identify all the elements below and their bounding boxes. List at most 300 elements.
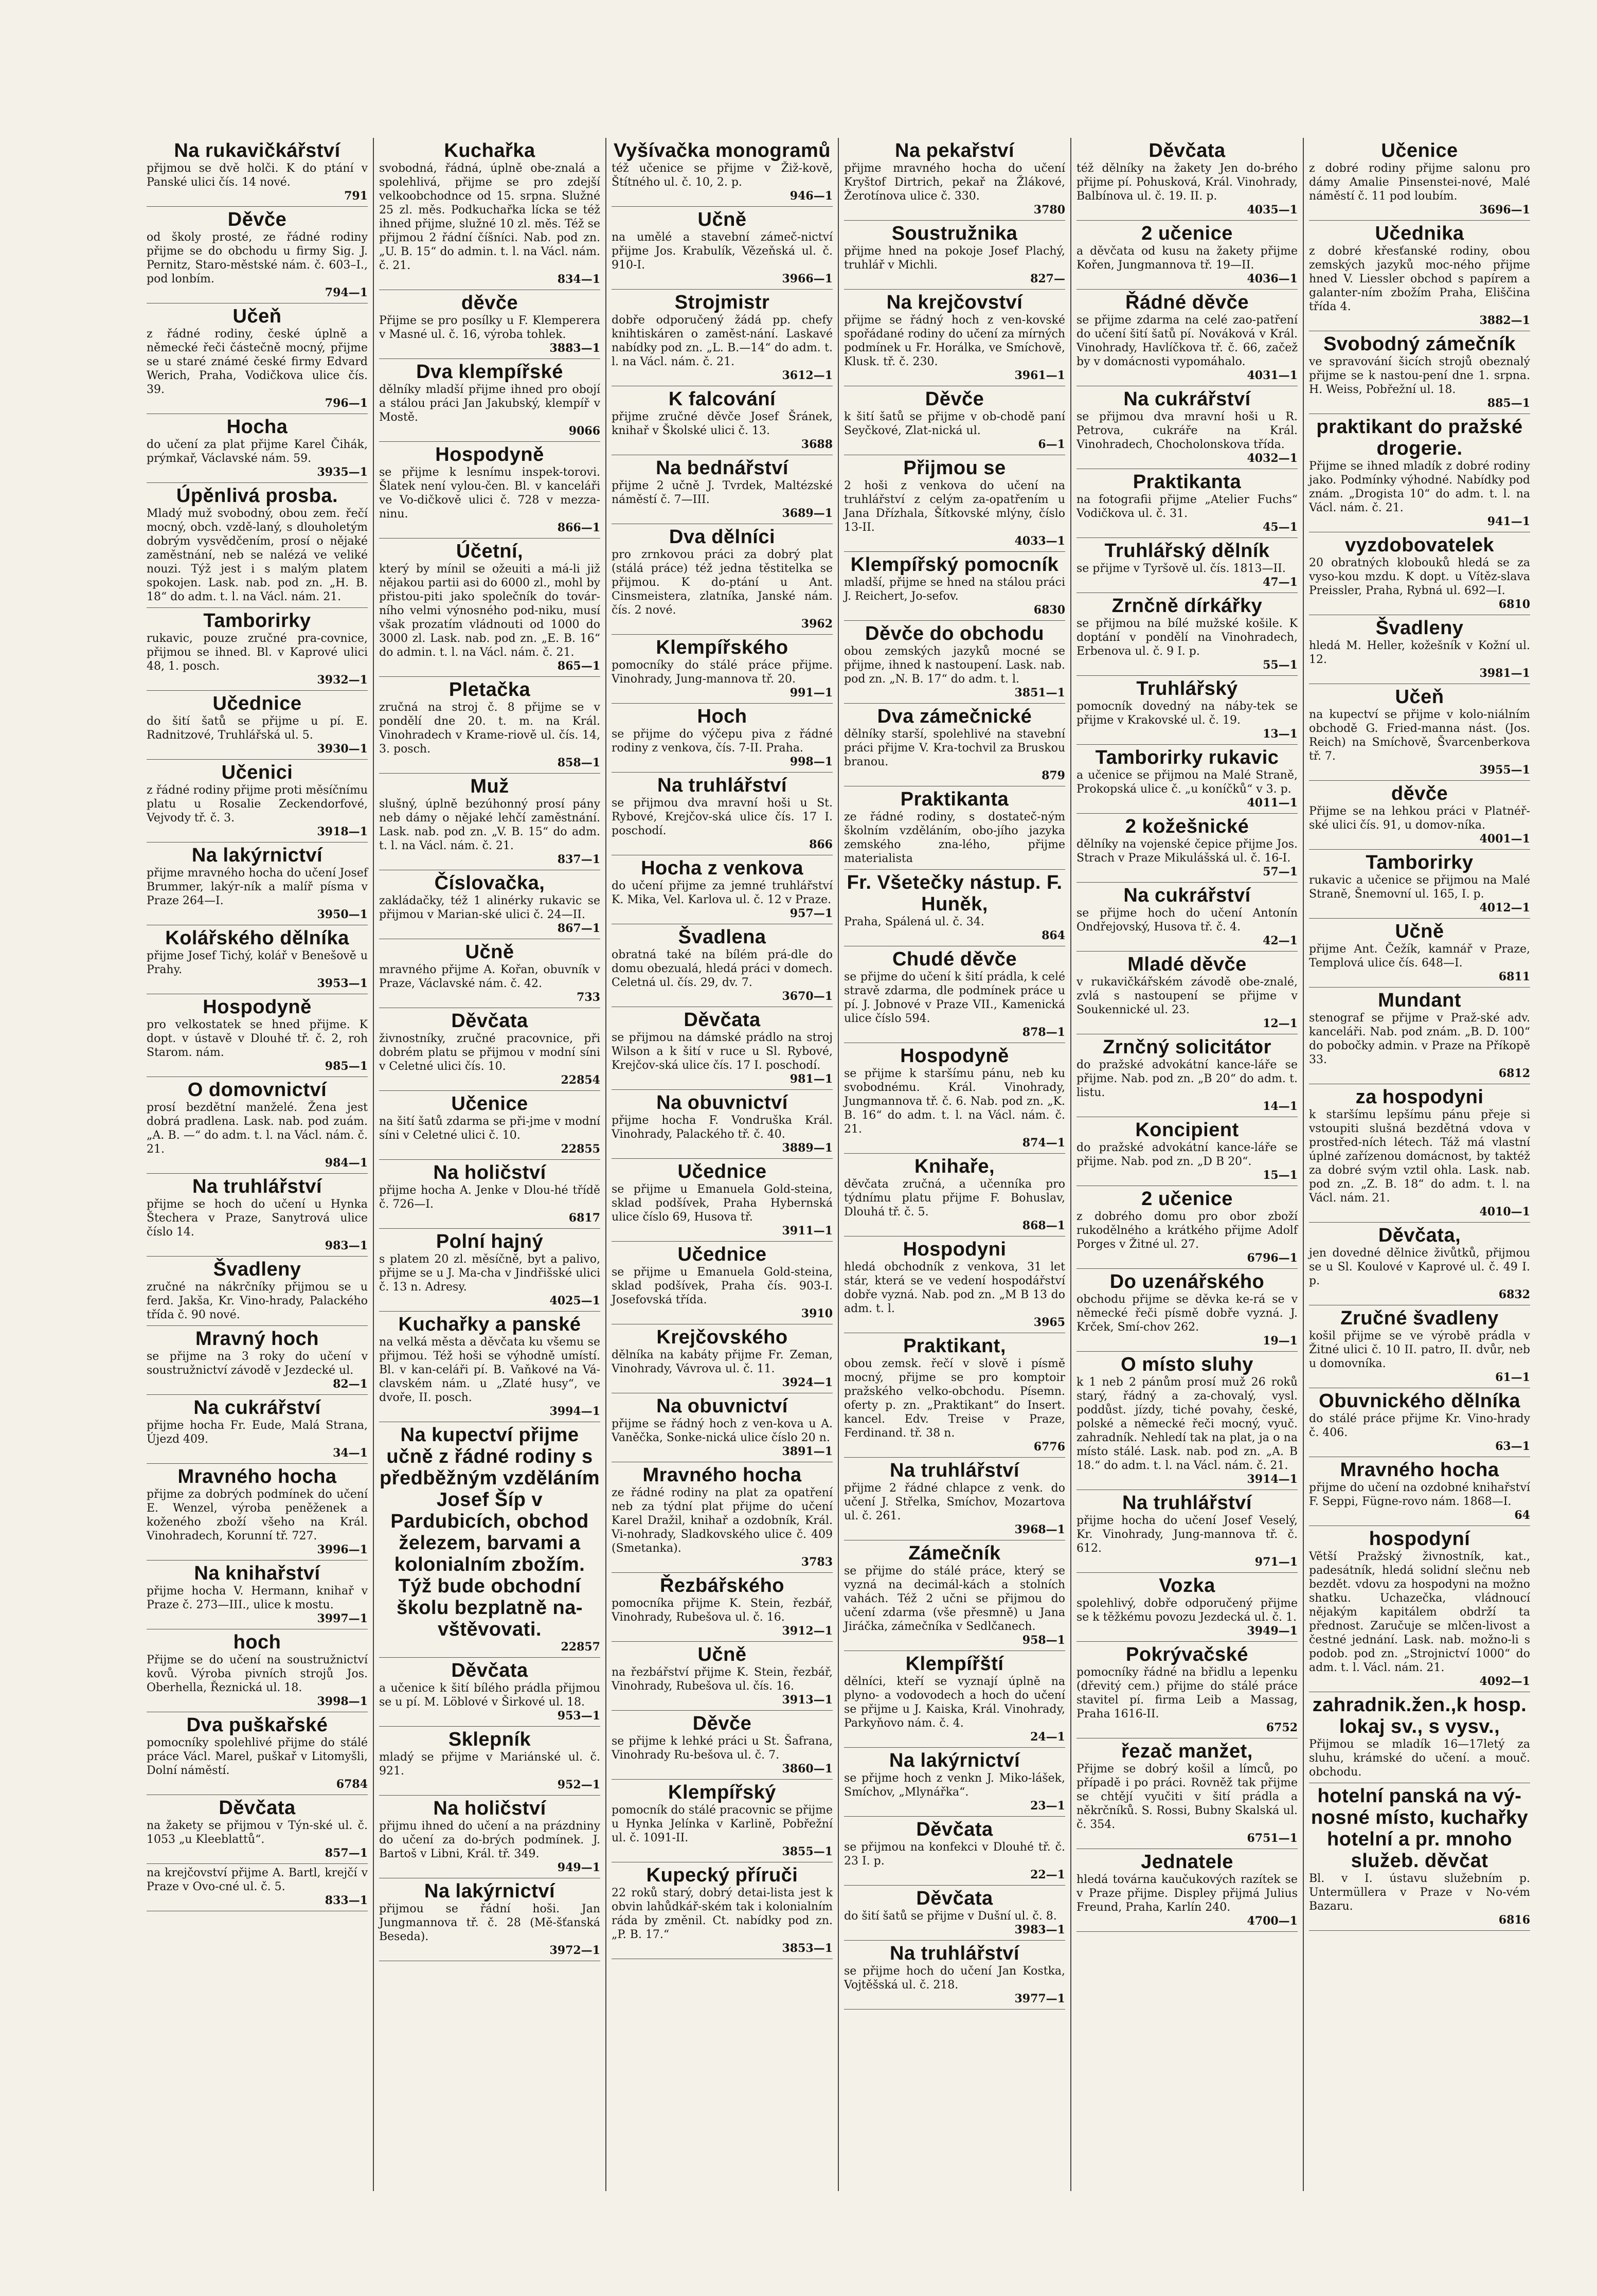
ad-heading: Na holičství: [433, 1798, 546, 1819]
ad-heading: řezač manžet,: [1121, 1741, 1253, 1762]
classified-ad: [1076, 386, 1298, 469]
classified-ad: [612, 1324, 833, 1393]
classified-ad: [1076, 952, 1298, 1034]
ad-heading: Tamborirky: [1366, 852, 1474, 873]
ad-text: přijmou se dvě holči. K do ptání v Panské ulici čís. 14 nové.: [147, 162, 368, 189]
ad-code: 3966—1: [782, 272, 833, 285]
ad-heading: Zručné švadleny: [1340, 1307, 1499, 1329]
classified-ad: [379, 1229, 600, 1312]
ad-heading: Učednika: [1375, 223, 1464, 244]
classified-ad: [147, 925, 368, 994]
ad-text: na šití šatů zdarma se při-jme v modní síni v Celetné ulici č. 10.: [379, 1115, 600, 1142]
ad-heading: Učednice: [677, 1161, 767, 1182]
ad-code: 3855—1: [782, 1845, 833, 1858]
ad-heading: hotelní panská na vý-nosné místo, kuchařky hotelní a pr. mnoho služeb. děvčat: [1311, 1785, 1529, 1872]
ad-heading: Učně: [697, 209, 747, 230]
classified-ad: [1309, 850, 1530, 919]
ad-text: od školy prosté, ze řádné rodiny přijme se do obchodu u firmy Sig. J. Pernitz, Staro-městské nám. č. 603–I., pod lonbím.: [147, 231, 368, 285]
classified-ad: [844, 621, 1065, 704]
ad-heading: Kuchařka: [444, 140, 535, 162]
ad-text: ze řádné rodiny, s dostateč-ným školním vzděláním, obo-jího jazyka zemského zna-lého, přijme materialista: [844, 811, 1065, 865]
ad-heading: Tamborirky rukavic: [1095, 747, 1279, 768]
ad-text: košil přijme se ve výrobě prádla v Žitné ulici č. 10 II. patro, II. dvůr, neb u domovníka.: [1309, 1330, 1530, 1370]
ad-code: 3851—1: [1014, 686, 1065, 699]
ad-text: přijme zručné děvče Josef Šránek, knihař v Školské ulici č. 13.: [612, 410, 833, 437]
ad-code: 3935—1: [317, 465, 368, 479]
classified-ad: [612, 635, 833, 704]
ad-text: obchodu přijme se děvka ke-rá se v německé řeči písmě dobře vyzná. J. Krček, Smí-chov 262.: [1076, 1293, 1298, 1334]
classified-ad: [1309, 781, 1530, 850]
ad-text: se přijmou na bílé mužské košile. K doptání v pondělí na Vinohradech, Erbenova ul. č. 9 I. p.: [1076, 617, 1298, 658]
ad-heading: Na krejčovství: [886, 292, 1023, 313]
ad-code: 3891—1: [782, 1445, 833, 1458]
ad-text: přijme se řádný hoch z ven-kova u A. Vaněčka, Sonke-nická ulice číslo 20 n.: [612, 1418, 833, 1444]
classified-ad: [147, 303, 368, 414]
classified-ad: [612, 1242, 833, 1324]
ad-code: 6830: [1033, 603, 1065, 617]
ad-heading: Účetní,: [456, 541, 524, 562]
ad-text: pomocníky do stálé práce přijme. Vinohrady, Jung-mannova tř. 20.: [612, 659, 833, 686]
ad-text: pomocníky řádné na břidlu a lepenku (dřevitý cem.) přijme do stálé práce stavitel pí. firma Leib a Massag, Praha 1616-II.: [1076, 1666, 1298, 1720]
classified-ad: [379, 1878, 600, 1961]
ad-code: 9066: [568, 424, 600, 438]
ad-text: hledá obchodník z venkova, 31 let stár, která se ve vedení hospodářství dobře vyzná. Nab. pod zn. „M B 13 do adm. t. l.: [844, 1261, 1065, 1315]
classified-ad: [147, 1629, 368, 1712]
classified-ad: [379, 1658, 600, 1727]
ad-heading: Dva klempířské: [416, 361, 563, 383]
classified-ad: [147, 691, 368, 760]
classified-ad: [1076, 290, 1298, 386]
ad-heading: Mravný hoch: [195, 1328, 319, 1350]
ad-heading: Děvčata: [451, 1660, 528, 1681]
ad-code: 4092—1: [1479, 1675, 1530, 1688]
ad-text: se přijme hoch do učení Jan Kostka, Vojtěšská ul. č. 218.: [844, 1965, 1065, 1992]
ad-code: 6811: [1498, 970, 1530, 983]
ad-heading: Klempířského: [656, 637, 788, 658]
ad-heading: zahradnik.žen.,k hosp. lokaj sv., s vysv.,: [1312, 1694, 1527, 1737]
ad-heading: Děvčata: [1149, 140, 1226, 162]
ad-heading: Úpěnlivá prosba.: [176, 485, 338, 507]
ad-heading: Děvčata: [684, 1009, 761, 1031]
ad-code: 6810: [1498, 598, 1530, 611]
ad-code: 878—1: [1022, 1026, 1065, 1039]
classified-ad: [147, 1174, 368, 1257]
ad-heading: Vyšívačka monogramů: [613, 140, 831, 162]
classified-ad: [379, 138, 600, 290]
classified-ad: [1076, 1849, 1298, 1932]
classified-ad: [844, 1236, 1065, 1333]
ad-code: 991—1: [789, 686, 833, 699]
classified-ad: [1309, 615, 1530, 684]
ad-heading: 2 kožešnické: [1125, 816, 1249, 837]
classified-ad: [844, 290, 1065, 386]
ad-code: 957—1: [789, 907, 833, 920]
ad-heading: Učenice: [1381, 140, 1458, 162]
classified-ad: [612, 773, 833, 855]
classified-ad: [1076, 1642, 1298, 1738]
ad-code: 3924—1: [782, 1376, 833, 1389]
ad-text: přijme se řádný hoch z ven-kovské spořádané rodiny do učení za mírných podmínek u Fr. Horálka, ve Smíchově, Klusk. tř. č. 230.: [844, 314, 1065, 368]
ad-code: 6832: [1498, 1288, 1530, 1301]
ad-code: 3949—1: [1247, 1624, 1298, 1638]
ad-code: 3981—1: [1479, 667, 1530, 680]
classified-ad: [379, 1008, 600, 1091]
ad-heading: Švadlena: [678, 926, 766, 948]
ad-text: svobodná, řádná, úplně obe-znalá a spolehlivá, přijme se pro zdejší velkoobchodnce od 15. srpna. Služné 25 zl. měs. Podkuchařka lícka se též ihned přijme, služné 10 zl. měs. Též se přijmou 2 řádní číšníci. Nab. pod zn. „U. B. 15“ do admin. t. l. na Václ. nám. č. 21.: [379, 162, 600, 272]
ad-heading: Sklepník: [448, 1729, 531, 1750]
ad-code: 998—1: [789, 755, 833, 768]
ad-code: 4025—1: [549, 1294, 600, 1307]
ad-code: 796—1: [325, 397, 368, 410]
ad-code: 4033—1: [1014, 534, 1065, 548]
ad-heading: Klempířští: [905, 1653, 1004, 1675]
classified-ad: [612, 138, 833, 207]
classified-ad: [612, 1711, 833, 1780]
ad-code: 3972—1: [549, 1944, 600, 1957]
ad-heading: Fr. Všetečky nástup. F. Huněk,: [847, 872, 1063, 915]
classified-ad: [379, 1422, 600, 1658]
ad-code: 958—1: [1022, 1634, 1065, 1647]
ad-code: 22857: [561, 1640, 600, 1654]
ad-text: dělníky mladší přijme ihned pro obojí a stálou práci Jan Jakubský, klempíř v Mostě.: [379, 383, 600, 424]
ad-heading: Hospodyně: [203, 996, 312, 1018]
ad-code: 15—1: [1263, 1169, 1298, 1182]
ad-code: 42—1: [1263, 934, 1298, 947]
classified-ad: [844, 1154, 1065, 1236]
ad-code: 4032—1: [1247, 452, 1298, 465]
ad-heading: Hocha: [226, 416, 288, 438]
ad-code: 3780: [1033, 203, 1065, 217]
ad-text: přijmou se řádní hoši. Jan Jungmannova tř. č. 28 (Mě-šťanská Beseda).: [379, 1903, 600, 1943]
classified-ad: [379, 870, 600, 939]
ad-heading: Na truhlářství: [890, 1943, 1019, 1964]
classified-ad: [1309, 1223, 1530, 1305]
classified-ad: [147, 1712, 368, 1795]
ad-text: Přijme se dobrý košil a límců, po případě i po práci. Rovněž tak přijme se chtějí vyučiti v šití prádla a někrčníků. S. Rossi, Bubny Skalská ul. č. 354.: [1076, 1763, 1298, 1831]
ad-text: se přijme do stálé práce, který se vyzná na decimál-kách a stolních vahách. Též 2 učni se přijmou do učení zdarma (vše přesmně) u Jana Jiráčka, zámečníka v Sedlčanech.: [844, 1565, 1065, 1633]
ad-code: 4031—1: [1247, 369, 1298, 382]
ad-code: 3860—1: [782, 1762, 833, 1775]
ad-text: se přijme do výčepu piva z řádné rodiny z venkova, čís. 7-II. Praha.: [612, 728, 833, 755]
ad-text: hledá továrna kaučukových razítek se v Praze přijme. Displey přijmá Julius Freund, Praha, Karlín 240.: [1076, 1873, 1298, 1914]
ad-text: do šití šatů se přijme v Dušní ul. č. 8.: [844, 1910, 1057, 1923]
ad-heading: Truhlářský: [1136, 678, 1238, 699]
ad-heading: praktikant do pražské drogerie.: [1316, 416, 1523, 459]
classified-ad: [1309, 138, 1530, 221]
classified-ad: [612, 386, 833, 455]
ad-text: se přijme na 3 roky do učení v soustružnictví závodě v Jezdecké ul.: [147, 1350, 368, 1377]
ad-code: 3689—1: [782, 507, 833, 520]
ad-text: přijmu ihned do učení a na prázdniny do učení za do-brých podmínek. J. Bartoš v Libni, Král. tř. 349.: [379, 1820, 600, 1860]
ad-code: 868—1: [1022, 1219, 1065, 1232]
ad-heading: Mravného hocha: [1340, 1459, 1499, 1481]
ad-code: 3996—1: [317, 1543, 368, 1556]
classified-ad: [844, 870, 1065, 946]
ad-code: 6752: [1266, 1721, 1298, 1734]
ad-heading: Mravného hocha: [177, 1466, 337, 1487]
ad-text: a děvčata od kusu na žakety přijme Kořen, Jungmannova tř. 19—II.: [1076, 245, 1298, 272]
ad-code: 3977—1: [1014, 1992, 1065, 2005]
ad-heading: hoch: [233, 1631, 281, 1653]
ad-heading: Řádné děvče: [1125, 292, 1249, 313]
ad-heading: Na truhlářství: [1122, 1492, 1252, 1514]
ad-text: hledá M. Heller, kožešník v Kožní ul. 12.: [1309, 639, 1530, 666]
ad-code: 879: [1042, 769, 1065, 782]
ad-heading: Na pekařství: [894, 140, 1014, 162]
ad-heading: Kupecký příruči: [646, 1864, 798, 1886]
ad-text: Přijme se pro posílky u F. Klemperera v Masné ul. č. 16, výroba tohlek.: [379, 314, 600, 341]
ad-heading: Učně: [465, 941, 514, 963]
ad-text: pomocníky spolehlivé přijme do stálé práce Václ. Marel, puškař v Litomyšli, Dolní náměstí.: [147, 1736, 368, 1777]
ad-text: se přijme hoch do učení Antonín Ondřejovský, Husova tř. č. 4.: [1076, 907, 1298, 934]
ad-heading: Na cukrářství: [1123, 885, 1251, 906]
ad-heading: Hoch: [697, 706, 747, 727]
ad-text: Přijme se do učení na soustružnictví kovů. Výroba pivních strojů Jos. Oberhella, Řeznická ul. 18.: [147, 1654, 368, 1694]
ad-code: 22855: [561, 1142, 600, 1156]
classified-column-1: [141, 138, 373, 2191]
newspaper-classifieds-page: [141, 138, 1535, 2191]
ad-text: dělníka na kabáty přijme Fr. Zeman, Vinohrady, Vávrova ul. č. 11.: [612, 1349, 833, 1375]
ad-heading: Strojmistr: [674, 292, 770, 313]
ad-code: 6776: [1033, 1440, 1065, 1454]
ad-code: 19—1: [1263, 1334, 1298, 1348]
ad-text: přijme hocha V. Hermann, knihař v Praze č. 273—III., ulice k mostu.: [147, 1585, 368, 1611]
ad-code: 981—1: [789, 1072, 833, 1086]
classified-ad: [1309, 988, 1530, 1084]
ad-code: 57—1: [1263, 865, 1298, 878]
ad-text: přijme Josef Tichý, kolář v Benešově u Prahy.: [147, 949, 368, 976]
classified-ad: [844, 946, 1065, 1043]
ad-code: 733: [577, 991, 600, 1004]
ad-heading: Na obuvnictví: [656, 1092, 788, 1114]
classified-column-2: [373, 138, 605, 2191]
ad-heading: Děvče: [692, 1713, 752, 1734]
ad-code: 3912—1: [782, 1624, 833, 1638]
ad-code: 6—1: [1038, 438, 1065, 451]
ad-text: slušný, úplně bezúhonný prosí pány neb dámy o nějaké lehčí zaměstnání. Lask. nab. pod zn. „V. B. 15“ do adm. t. l. na Václ. nám. č. 21.: [379, 798, 600, 852]
ad-heading: Učenice: [451, 1093, 528, 1115]
ad-heading: Učně: [1395, 921, 1444, 942]
ad-text: se přijme zdarma na celé zao-patření do učení šití šatů pí. Nováková v Král. Vinohrady, Havlíčkova tř. č. 66, začež by v domácnosti vypomáhalo.: [1076, 314, 1298, 368]
ad-code: 6817: [568, 1211, 600, 1225]
ad-code: 858—1: [557, 756, 600, 769]
ad-code: 3889—1: [782, 1141, 833, 1155]
ad-heading: Na lakýrnictví: [889, 1750, 1020, 1771]
ad-text: se přijme u Emanuela Gold-steina, sklad podšívek, Praha čís. 903-I. Josefovská třída.: [612, 1266, 833, 1306]
ad-heading: Švadleny: [213, 1259, 301, 1280]
ad-heading: Děvče: [925, 388, 984, 410]
ad-heading: Pletačka: [448, 679, 531, 701]
ad-text: k šití šatů se přijme v ob-chodě paní Seyčkové, Zlat-nická ul.: [844, 410, 1065, 437]
ad-heading: Na lakýrnictví: [191, 845, 323, 866]
ad-heading: Číslovačka,: [434, 872, 545, 894]
ad-text: se přijme k lesnímu inspek-torovi. Šlatek není vylou-čen. Bl. v kanceláři ve Vo-dičkově ulici č. 728 v mezza-ninu.: [379, 466, 600, 521]
classified-ad: [844, 1043, 1065, 1154]
ad-heading: Mladé děvče: [1127, 954, 1247, 975]
ad-code: 4700—1: [1247, 1914, 1298, 1928]
classified-ad: [379, 1091, 600, 1160]
classified-ad: [612, 207, 833, 290]
ad-heading: Děvčata: [916, 1819, 993, 1840]
classified-ad: [379, 774, 600, 870]
ad-code: 63—1: [1495, 1440, 1530, 1453]
ad-text: živnostníky, zručné pracovnice, při dobrém platu se přijmou v modní síni v Celetné ulici čís. 10.: [379, 1032, 600, 1073]
ad-code: 3968—1: [1014, 1523, 1065, 1536]
ad-text: k staršímu lepšímu pánu přeje si vstoupiti slušná bezdětná vdova v prostřed-ních létech. Táž má vlastní úplné zařízenou domácnost, by taktéž za dobré svým vztil ohla. Lask. nab. pod zn. „Z. B. 18“ do adm. t. l. na Václ. nám. 21.: [1309, 1108, 1530, 1205]
ad-heading: Kuchařky a panské: [398, 1314, 581, 1335]
classified-ad: [844, 704, 1065, 786]
classified-ad: [612, 704, 833, 773]
ad-text: stenograf se přijme v Praž-ské adv. kanceláři. Nab. pod znám. „B. D. 100“ do pobočky admin. v Praze na Příkopě 33.: [1309, 1012, 1530, 1066]
ad-text: do pražské advokátní kance-láře se přijme. Nab. pod zn. „D B 20“.: [1076, 1141, 1298, 1168]
ad-heading: Koncipient: [1135, 1119, 1239, 1141]
ad-text: obratná také na bílém prá-dle do domu obezualá, hledá práci v domech. Celetná ul. čís. 29, dv. 7.: [612, 948, 833, 989]
classified-ad: [612, 1573, 833, 1642]
ad-code: 3883—1: [549, 342, 600, 355]
ad-code: 3997—1: [317, 1612, 368, 1625]
ad-text: k 1 neb 2 pánům prosí muž 26 roků starý, řádný a za-chovalý, vysl. poddůst. jízdy, tiché povahy, české, polské a německé řeči mocný, vyuč. zahradník. Nehledí tak na plat, ja o na místo stálé. Lask. nab. pod zn. „A. B 18.“ do adm. t. l. na Václ. nám. č. 21.: [1076, 1376, 1298, 1472]
ad-code: 857—1: [325, 1846, 368, 1860]
classified-ad: [147, 1257, 368, 1326]
ad-code: 949—1: [557, 1861, 600, 1874]
ad-text: rukavic, pouze zručné pra-covnice, přijmou se ihned. Bl. v Kaprové ulici 48, 1. posch.: [147, 632, 368, 673]
classified-ad: [612, 1090, 833, 1159]
ad-code: 4012—1: [1479, 901, 1530, 914]
ad-code: 3955—1: [1479, 763, 1530, 777]
ad-text: pomocníka přijme K. Stein, řezbář, Vinohrady, Rubešova ul. č. 16.: [612, 1597, 833, 1624]
ad-heading: Do uzenářského: [1109, 1271, 1265, 1293]
classified-ad: [612, 1159, 833, 1242]
classified-ad: [612, 1007, 833, 1090]
ad-code: 6751—1: [1247, 1832, 1298, 1845]
ad-code: 3783: [801, 1555, 833, 1569]
ad-code: 833—1: [325, 1894, 368, 1907]
classified-ad: [1076, 593, 1298, 676]
ad-code: 13—1: [1263, 727, 1298, 741]
ad-heading: Zrnčně dírkářky: [1111, 595, 1263, 617]
ad-heading: Děvčata,: [1378, 1225, 1461, 1246]
ad-heading: Soustružnika: [891, 223, 1018, 244]
ad-code: 3688: [801, 438, 833, 451]
ad-text: a učenice k šití bílého prádla přijmou se u pí. M. Löblové v Širkové ul. 18.: [379, 1682, 600, 1709]
ad-text: se přijmou na konfekci v Dlouhé tř. č. 23 I. p.: [844, 1841, 1065, 1868]
classified-ad: [612, 855, 833, 924]
ad-heading: Kolářského dělníka: [165, 927, 349, 949]
ad-heading: Krejčovského: [656, 1326, 788, 1348]
ad-code: 971—1: [1254, 1555, 1298, 1569]
ad-heading: Polní hajný: [436, 1231, 544, 1252]
classified-ad: [1076, 1573, 1298, 1642]
classified-ad: [379, 442, 600, 539]
ad-heading: Děvčata: [916, 1888, 993, 1909]
ad-text: Přijmou se mladík 16—17letý za sluhu, krámské do učení. a mouč. obchodu.: [1309, 1738, 1530, 1779]
ad-text: na velká města a děvčata ku všemu se přijmou. Též hoši se výhodně umístí. Bl. v kan-celáři pí. B. Vaňkové na Vá-clavském nám. u „Zlaté husy“, ve dvoře, II. posch.: [379, 1336, 600, 1404]
classified-ad: [1076, 814, 1298, 883]
ad-heading: Vozka: [1159, 1575, 1215, 1597]
ad-heading: Na knihařství: [194, 1563, 320, 1584]
ad-heading: Učeň: [1395, 686, 1444, 708]
ad-heading: Na obuvnictví: [656, 1395, 788, 1417]
ad-code: 6784: [336, 1778, 368, 1791]
ad-code: 14—1: [1263, 1100, 1298, 1113]
classified-ad: [1076, 1034, 1298, 1117]
ad-code: 3932—1: [317, 673, 368, 687]
ad-text: Praha, Spálená ul. č. 34.: [844, 916, 984, 928]
ad-heading: Mundant: [1378, 990, 1461, 1011]
ad-text: na řezbářství přijme K. Stein, řezbář, Vinohrady, Rubešova ul. čís. 16.: [612, 1666, 833, 1693]
classified-ad: [844, 1651, 1065, 1748]
ad-code: 3962: [801, 617, 833, 631]
ad-code: 3910: [801, 1307, 833, 1320]
ad-code: 23—1: [1030, 1799, 1065, 1813]
ad-text: Přijme se na lehkou práci v Platnéř-ské ulici čís. 91, u domov-níka.: [1309, 805, 1530, 832]
ad-code: 4011—1: [1247, 796, 1298, 810]
classified-ad: [1076, 1352, 1298, 1490]
classified-ad: [147, 1464, 368, 1560]
classified-ad: [147, 842, 368, 925]
ad-text: pro zrnkovou práci za dobrý plat (stálá práce) též jedna těstitelka se přijmou. K do-ptání u Ant. Cinsmeistera, zlatníka, Janské nám. čís. 2 nové.: [612, 548, 833, 617]
ad-text: se přijmou na dámské prádlo na stroj Wilson a k šití v ruce u Sl. Rybové, Krejčov-ská ulice čís. 17 I. poschodí.: [612, 1031, 833, 1072]
ad-code: 24—1: [1030, 1730, 1065, 1744]
ad-text: přijme hocha do učení Josef Veselý, Kr. Vinohrady, Jung-mannova tř. č. 612.: [1076, 1514, 1298, 1555]
ad-text: z řádné rodiny přijme proti měsíčnímu platu u Rosalie Zeckendorfové, Vejvody tř. č. 3.: [147, 784, 368, 824]
classified-column-4: [838, 138, 1070, 2191]
ad-code: 874—1: [1022, 1136, 1065, 1150]
ad-code: 45—1: [1263, 521, 1298, 534]
ad-heading: Děvčata: [451, 1010, 528, 1032]
ad-text: zručná na stroj č. 8 přijme se v pondělí dne 20. t. m. na Král. Vinohradech v Krame-riově ul. čís. 14, 3. posch.: [379, 701, 600, 756]
classified-ad: [844, 221, 1065, 290]
ad-text: přijme Ant. Čežík, kamnář v Praze, Templová ulice čís. 648—I.: [1309, 943, 1530, 970]
ad-code: 22854: [561, 1073, 600, 1087]
ad-code: 64: [1514, 1509, 1530, 1522]
classified-ad: [1309, 221, 1530, 331]
ad-text: se přijme v Tyršově ul. čís. 1813—II.: [1076, 562, 1286, 575]
ad-code: 3696—1: [1479, 203, 1530, 217]
ad-text: též dělníky na žakety Jen do-brého přijme pí. Pohusková, Král. Vinohrady, Balbínova ul. č. 19. II. p.: [1076, 162, 1298, 203]
ad-text: přijme hocha Fr. Eude, Malá Strana, Újezd 409.: [147, 1419, 368, 1446]
ad-code: 3998—1: [317, 1695, 368, 1708]
ad-code: 866: [809, 838, 833, 851]
ad-heading: Na truhlářství: [890, 1460, 1019, 1481]
ad-heading: Na kupectví přijme učně z řádné rodiny s předběžným vzděláním Josef Šíp v Pardubicích, obchod železem, barvami a kolonialním zbožím. Týž bude obchodní školu bezplatně na-vštěvovati.: [379, 1424, 600, 1640]
classified-ad: [1076, 745, 1298, 814]
ad-text: přijme mravného hocha do učení Josef Brummer, lakýr-ník a malíř písma v Praze 264—I.: [147, 867, 368, 907]
ad-heading: O místo sluhy: [1121, 1354, 1253, 1375]
ad-heading: Muž: [470, 776, 509, 797]
classified-ad: [379, 539, 600, 677]
ad-heading: Svobodný zámečník: [1323, 333, 1516, 355]
ad-code: 4001—1: [1479, 832, 1530, 846]
ad-heading: Na cukrářství: [1123, 388, 1251, 410]
ad-code: 791: [344, 189, 368, 203]
classified-ad: [1076, 1186, 1298, 1269]
ad-code: 3670—1: [782, 990, 833, 1003]
ad-code: 55—1: [1263, 658, 1298, 672]
ad-text: jen dovedné dělnice živůtků, přijmou se u Sl. Koulové v Kaprové ul. č. 49 I. p.: [1309, 1247, 1530, 1287]
classified-ad: [1309, 1084, 1530, 1223]
classified-ad: [147, 138, 368, 207]
ad-heading: Pokrývačské: [1126, 1644, 1248, 1665]
ad-text: do pražské advokátní kance-láře se přijme. Nab. pod zn. „B 20“ do adm. t. listu.: [1076, 1059, 1298, 1099]
ad-text: z dobré rodiny přijme salonu pro dámy Amalie Pinsenstei-nové, Malé náměstí č. 11 pod loubím.: [1309, 162, 1530, 203]
ad-heading: za hospodyni: [1355, 1086, 1484, 1108]
ad-heading: děvče: [461, 292, 518, 314]
ad-text: na žakety se přijmou v Týn-ské ul. č. 1053 „u Kleeblattů“.: [147, 1819, 368, 1846]
ad-text: do stálé práce přijme Kr. Vino-hrady č. 406.: [1309, 1412, 1530, 1439]
classified-ad: [1076, 221, 1298, 290]
ad-heading: Tamborirky: [203, 610, 311, 632]
